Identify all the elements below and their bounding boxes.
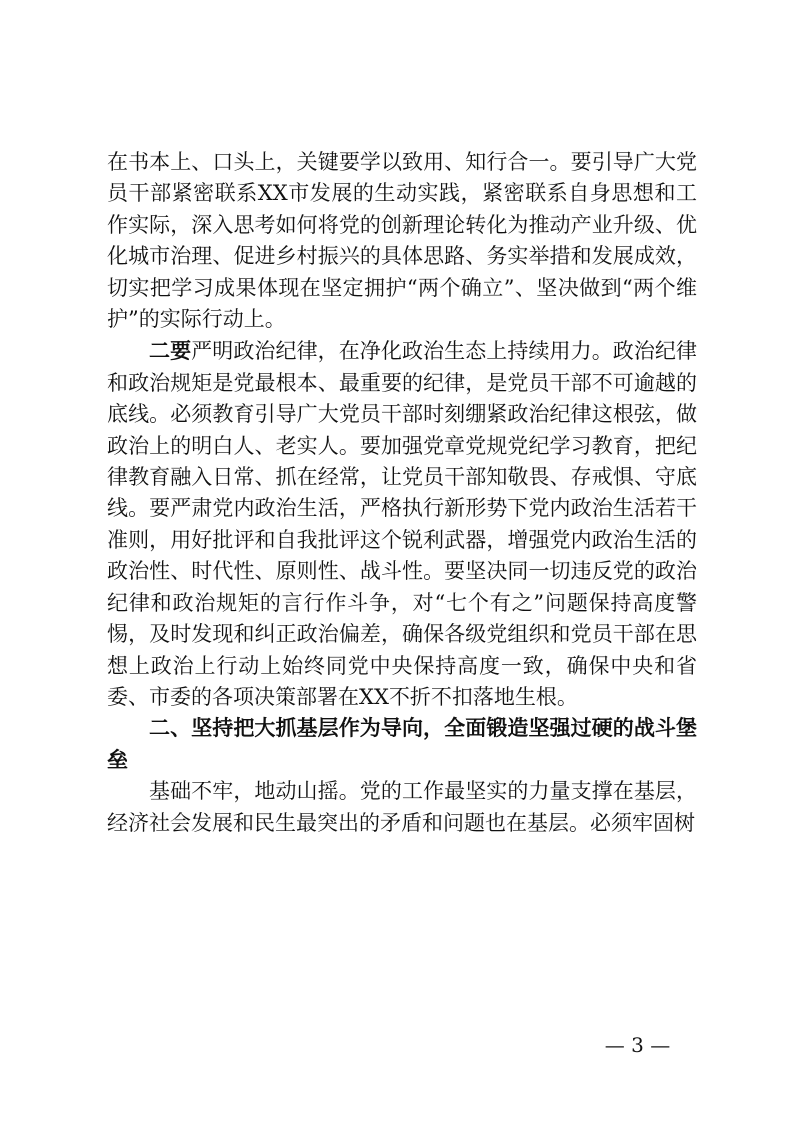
document-body	[107, 147, 697, 839]
page-number: — 3 —	[604, 1033, 671, 1057]
paragraph-continuation: 在书本上、口头上，关键要学以致用、知行合一。要引导广大党员干部紧密联系XX市发展的生动实践，紧密联系自身思想和工作实际，深入思考如何将党的创新理论转化为推动产业升级、优化城市治理、促进乡村振兴的具体思路、务实举措和发展成效，切实把学习成果体现在坚定拥护“两个确立”、坚决做到“两个维护”的实际行动上。	[107, 150, 697, 332]
paragraph-lead: 二要	[149, 338, 192, 364]
paragraph-text: 严明政治纪律，在净化政治生态上持续用力。政治纪律和政治规矩是党最根本、最重要的纪律，是党员干部不可逾越的底线。必须教育引导广大党员干部时刻绷紧政治纪律这根弦，做政治上的明白人、老实人。要加强党章党规党纪学习教育，把纪律教育融入日常、抓在经常，让党员干部知敬畏、存戒惧、守底线。要严肃党内政治生活，严格执行新形势下党内政治生活若干准则，用好批评和自我批评这个锐利武器，增强党内政治生活的政治性、时代性、原则性、战斗性。要坚决同一切违反党的政治纪律和政治规矩的言行作斗争，对“七个有之”问题保持高度警惕，及时发现和纠正政治偏差，确保各级党组织和党员干部在思想上政治上行动上始终同党中央保持高度一致，确保中央和省委、市委的各项决策部署在XX不折不扣落地生根。	[107, 339, 698, 709]
paragraph-second-requirement	[107, 335, 697, 713]
paragraph-foundation: 基础不牢，地动山摇。党的工作最坚实的力量支撑在基层，经济社会发展和民生最突出的矛盾和问题也在基层。必须牢固树	[107, 779, 697, 835]
section-heading: 二、坚持把大抓基层作为导向，全面锻造坚强过硬的战斗堡垒	[107, 716, 697, 772]
